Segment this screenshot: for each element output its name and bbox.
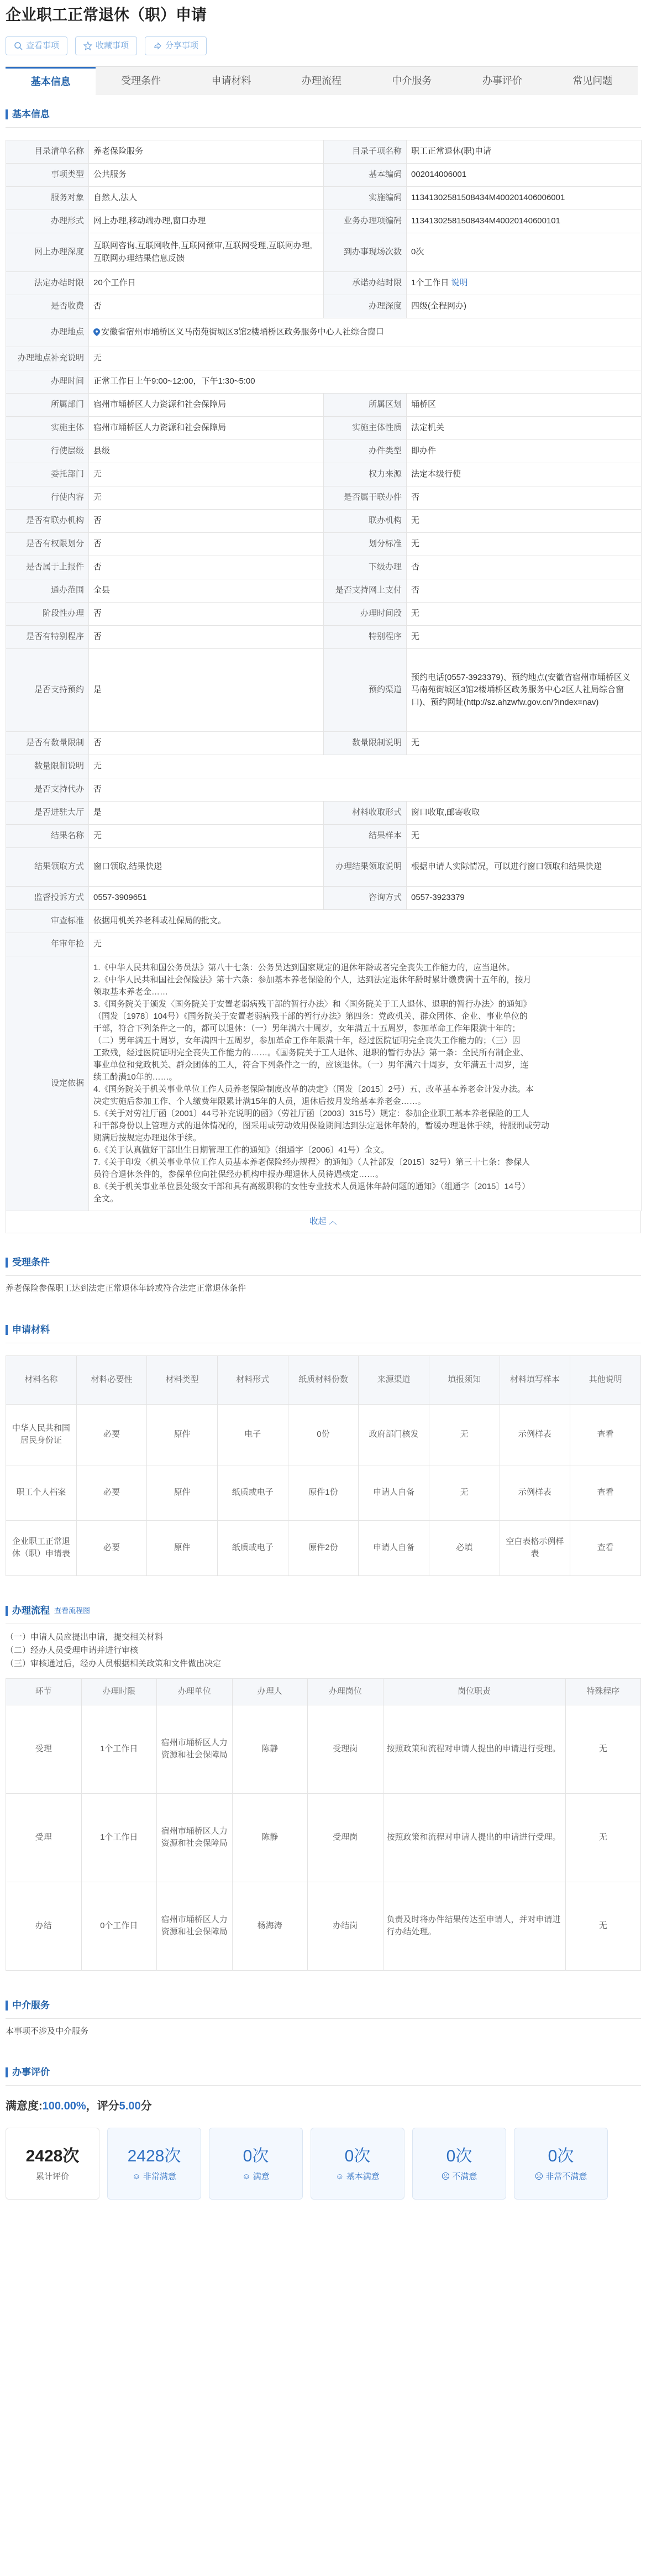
- frown-icon: ☹: [441, 2172, 453, 2182]
- material-need: 必要: [76, 1465, 147, 1520]
- flow-step-name: 办结: [6, 1882, 82, 1970]
- column-header: 材料类型: [147, 1355, 218, 1404]
- eval-label-text: 满意: [253, 2172, 270, 2182]
- eval-count: 0次: [446, 2147, 472, 2166]
- divider: [6, 2018, 641, 2019]
- flow-duty: 按照政策和流程对申请人提出的申请进行受理。: [383, 1705, 565, 1793]
- column-header: 来源渠道: [359, 1355, 429, 1404]
- smile-icon: ☺: [132, 2172, 143, 2182]
- column-header: 填报须知: [429, 1355, 500, 1404]
- eval-label: 累计评价: [35, 2172, 69, 2182]
- flow-unit: 宿州市埇桥区人力资源和社会保障局: [157, 1882, 233, 1970]
- info-value: 无: [89, 463, 324, 486]
- info-key: 实施主体性质: [324, 417, 407, 440]
- info-value: 法定机关: [407, 417, 642, 440]
- info-value: 全县: [89, 579, 324, 603]
- info-value: 0557-3909651: [89, 887, 324, 910]
- basis-line: 干部，符合下列条件之一的，都可以退休：（一）男年满六十周岁，女年满五十五周岁，参加革命工作年限满十年的；: [93, 1024, 521, 1033]
- info-key: 办理形式: [6, 210, 89, 233]
- location-pin-icon: [93, 328, 100, 336]
- material-form: 纸质或电子: [217, 1465, 288, 1520]
- eval-count: 0次: [548, 2147, 574, 2166]
- info-value: 无: [407, 732, 642, 755]
- flow-steps: [6, 1631, 662, 1671]
- info-value: 自然人,法人: [89, 187, 324, 210]
- info-key: 基本编码: [324, 164, 407, 187]
- basis-line: 1.《中华人民共和国公务员法》第八十七条：公务员达到国家规定的退休年龄或者完全丧失工作能力的，应当退休。: [93, 963, 515, 972]
- info-value: 11341302581508434M40020140600101: [407, 210, 642, 233]
- basis-line: （国发〔1978〕104号）《国务院关于安置老弱病残干部的暂行办法》第四条：党政机关、群众团体、企业、事业单位的: [93, 1012, 528, 1021]
- basis-line: 续工龄满10年的……。: [93, 1072, 177, 1082]
- material-note: 无: [429, 1404, 500, 1465]
- guide-button[interactable]: [6, 36, 67, 55]
- flow-table: [6, 1678, 641, 1971]
- eval-label: [132, 2171, 176, 2184]
- column-header: 办理岗位: [308, 1678, 383, 1705]
- basis-line: 8.《关于机关事业单位县处级女干部和具有高级职称的女性专业技术人员退休年龄问题的通知》（组通字〔2015〕14号）: [93, 1182, 530, 1191]
- info-key: 是否有权限划分: [6, 533, 89, 556]
- section-materials-title: 申请材料: [12, 1324, 50, 1335]
- eval-count: 2428次: [127, 2147, 181, 2166]
- section-agency-title: 中介服务: [12, 1999, 50, 2010]
- frown-icon: ☹: [534, 2172, 546, 2182]
- material-note: 无: [429, 1465, 500, 1520]
- material-type: 原件: [147, 1465, 218, 1520]
- column-header: 材料必要性: [76, 1355, 147, 1404]
- column-header: 办理人: [232, 1678, 308, 1705]
- info-key: 联办机构: [324, 510, 407, 533]
- basis-line: 员符合退休条件的，参保单位向社保经办机构申报办理退休人员待遇核定……。: [93, 1170, 384, 1179]
- flow-post: 办结岗: [308, 1882, 383, 1970]
- info-value: 0次: [407, 233, 642, 272]
- info-value: 是: [89, 649, 324, 732]
- info-key: 办件类型: [324, 440, 407, 463]
- info-value: 否: [89, 295, 324, 318]
- column-header: 材料名称: [6, 1355, 77, 1404]
- flow-step: （三）审核通过后，经办人员根据相关政策和文件做出决定: [6, 1658, 222, 1668]
- eval-card: [412, 2128, 506, 2200]
- sample-link[interactable]: 示例样表: [500, 1465, 570, 1520]
- info-value: [89, 318, 642, 347]
- evaluation-cards: [6, 2128, 662, 2200]
- eval-card: [311, 2128, 404, 2200]
- info-key: 是否有特别程序: [6, 626, 89, 649]
- share-icon: [153, 41, 162, 50]
- conditions-text: 养老保险参保职工达到法定正常退休年龄或符合法定正常退休条件: [6, 1284, 246, 1293]
- view-link[interactable]: 查看: [570, 1404, 641, 1465]
- flowchart-link[interactable]: 查看流程图: [54, 1606, 91, 1615]
- basic-info-table: [6, 140, 642, 1211]
- eval-label: [535, 2171, 587, 2184]
- flow-limit: 1个工作日: [81, 1793, 157, 1882]
- info-value: 否: [89, 510, 324, 533]
- eval-card: [107, 2128, 201, 2200]
- info-value: 窗口收取,邮寄收取: [407, 802, 642, 825]
- collect-button[interactable]: [75, 36, 137, 55]
- info-value: 窗口领取,结果快递: [89, 848, 324, 887]
- material-note: 必填: [429, 1520, 500, 1575]
- basis-line: 6.《关于认真做好干部出生日期管理工作的通知》（组通字〔2006〕41号）全文。: [93, 1145, 390, 1155]
- tab-bar: [6, 66, 638, 95]
- flow-post: 受理岗: [308, 1793, 383, 1882]
- info-key: 法定办结时限: [6, 272, 89, 295]
- section-conditions-heading: [6, 1255, 662, 1270]
- flow-special: 无: [565, 1793, 641, 1882]
- agency-text: 本事项不涉及中介服务: [6, 2026, 89, 2036]
- info-value: 否: [89, 603, 324, 626]
- collect-label: 收藏事项: [96, 40, 129, 50]
- info-value: 否: [89, 626, 324, 649]
- section-evaluation-heading: [6, 2065, 662, 2080]
- section-agency-heading: [6, 1998, 662, 2013]
- info-key: 数量限制说明: [6, 755, 89, 778]
- material-source: 政府部门核发: [359, 1404, 429, 1465]
- info-value: 无: [89, 347, 642, 370]
- column-header: 材料填写样本: [500, 1355, 570, 1404]
- material-type: 原件: [147, 1520, 218, 1575]
- info-value: 否: [89, 732, 324, 755]
- satisfaction-value: 100.00%: [42, 2100, 86, 2112]
- info-value: 法定本级行使: [407, 463, 642, 486]
- info-key: 到办事现场次数: [324, 233, 407, 272]
- info-key: 是否支持预约: [6, 649, 89, 732]
- info-value: 0557-3923379: [407, 887, 642, 910]
- info-key: 结果领取方式: [6, 848, 89, 887]
- divider: [6, 1275, 641, 1276]
- flow-unit: 宿州市埇桥区人力资源和社会保障局: [157, 1793, 233, 1882]
- info-key: 办理时间段: [324, 603, 407, 626]
- basis-text: [89, 956, 642, 1211]
- info-value: 无: [407, 626, 642, 649]
- info-key: 服务对象: [6, 187, 89, 210]
- info-key: 通办范围: [6, 579, 89, 603]
- flow-special: 无: [565, 1882, 641, 1970]
- info-key: 办理地点补充说明: [6, 347, 89, 370]
- column-header: 办理时限: [81, 1678, 157, 1705]
- column-header: 纸质材料份数: [288, 1355, 359, 1404]
- material-source: 申请人自备: [359, 1520, 429, 1575]
- divider: [6, 127, 641, 128]
- info-value: 宿州市埇桥区人力资源和社会保障局: [89, 417, 324, 440]
- info-value: 互联网咨询,互联网收件,互联网预审,互联网受理,互联网办理,互联网办理结果信息反馈: [89, 233, 324, 272]
- info-value: 公共服务: [89, 164, 324, 187]
- info-key: 是否有数量限制: [6, 732, 89, 755]
- eval-label-text: 非常满意: [143, 2172, 176, 2182]
- eval-card: [514, 2128, 608, 2200]
- tab-basic[interactable]: 基本信息: [6, 67, 96, 95]
- search-icon: [14, 41, 23, 50]
- info-value: 否: [407, 486, 642, 510]
- info-key: 业务办理项编码: [324, 210, 407, 233]
- column-header: 特殊程序: [565, 1678, 641, 1705]
- info-value: 是: [89, 802, 324, 825]
- flow-limit: 0个工作日: [81, 1882, 157, 1970]
- basis-line: 期满后按规定办理退休手续。: [93, 1133, 202, 1143]
- flow-unit: 宿州市埇桥区人力资源和社会保障局: [157, 1705, 233, 1793]
- info-key: 行使内容: [6, 486, 89, 510]
- info-value: 四级(全程网办): [407, 295, 642, 318]
- eval-count: 0次: [344, 2147, 371, 2166]
- info-value: 20个工作日: [89, 272, 324, 295]
- info-key: 是否进驻大厅: [6, 802, 89, 825]
- flow-step-name: 受理: [6, 1793, 82, 1882]
- action-bar: [6, 36, 662, 56]
- info-value: 无: [89, 755, 642, 778]
- material-copies: 0份: [288, 1404, 359, 1465]
- info-value: 正常工作日上午9:00~12:00，下午1:30~5:00: [89, 370, 642, 394]
- table-row: [6, 1520, 641, 1575]
- table-row: [6, 1404, 641, 1465]
- material-form: 纸质或电子: [217, 1520, 288, 1575]
- sample-link[interactable]: 空白表格示例样表: [500, 1520, 570, 1575]
- section-flow-title: 办理流程: [12, 1605, 50, 1616]
- material-copies: 原件2份: [288, 1520, 359, 1575]
- page-title: 企业职工正常退休（职）申请: [6, 6, 207, 23]
- info-key: 事项类型: [6, 164, 89, 187]
- info-key: 委托部门: [6, 463, 89, 486]
- info-key: 阶段性办理: [6, 603, 89, 626]
- section-materials-heading: [6, 1323, 662, 1337]
- info-key: 办理地点: [6, 318, 89, 347]
- info-value: 002014006001: [407, 164, 642, 187]
- info-value: 否: [89, 556, 324, 579]
- eval-count: 0次: [243, 2147, 269, 2166]
- info-value: 预约电话(0557-3923379)、预约地点(安徽省宿州市埇桥区义马南苑街城区3馆2楼埇桥区政务服务中心2区人社局综合窗口)、预约网址(http://sz.ahzwfw.gov.cn/?index=nav): [407, 649, 642, 732]
- materials-table: [6, 1355, 641, 1576]
- eval-label: [442, 2171, 477, 2184]
- material-need: 必要: [76, 1520, 147, 1575]
- info-key: 年审年检: [6, 933, 89, 956]
- basis-line: 事业单位和党政机关、群众团体的工人，符合下列条件之一的，应该退休。（一）男年满六十周岁，女年满五十周岁，连: [93, 1060, 529, 1070]
- basis-line: （二）男年满五十周岁，女年满四十五周岁，参加革命工作年限满十年，经过医院证明完全丧失工作能力的；（三）因: [93, 1036, 521, 1045]
- info-key: 实施编码: [324, 187, 407, 210]
- table-row: [6, 1793, 641, 1882]
- info-key: 结果样本: [324, 825, 407, 848]
- table-row: [6, 1882, 641, 1970]
- flow-special: 无: [565, 1705, 641, 1793]
- tab-materials[interactable]: 申请材料: [211, 75, 251, 86]
- section-basic-heading: [6, 107, 662, 122]
- flow-person: 陈静: [232, 1793, 308, 1882]
- column-header: 办理单位: [157, 1678, 233, 1705]
- basis-line: 决定实施后参加工作、个人缴费年限累计满15年的人员，退休后按月发给基本养老金……。: [93, 1097, 426, 1106]
- info-value: 11341302581508434M400201406006001: [407, 187, 642, 210]
- material-need: 必要: [76, 1404, 147, 1465]
- column-header: 材料形式: [217, 1355, 288, 1404]
- column-header: 其他说明: [570, 1355, 641, 1404]
- guide-label: 查看事项: [26, 40, 60, 50]
- satisfaction-summary: [6, 2098, 662, 2114]
- info-key: 咨询方式: [324, 887, 407, 910]
- info-key: 办理深度: [324, 295, 407, 318]
- info-key: 是否收费: [6, 295, 89, 318]
- info-value: 埇桥区: [407, 394, 642, 417]
- smile-icon: ☺: [335, 2172, 346, 2182]
- info-key: 划分标准: [324, 533, 407, 556]
- section-conditions-title: 受理条件: [12, 1257, 50, 1268]
- info-value: 根据申请人实际情况，可以进行窗口领取和结果快递: [407, 848, 642, 887]
- info-value: 无: [407, 603, 642, 626]
- info-key: 预约渠道: [324, 649, 407, 732]
- material-copies: 原件1份: [288, 1465, 359, 1520]
- basis-line: 7.《关于印发〈机关事业单位工作人员基本养老保险经办规程〉的通知》（人社部发〔2015〕32号）第三十七条：参保人: [93, 1158, 530, 1167]
- info-value: 否: [89, 778, 642, 802]
- eval-label-text: 不满意: [452, 2172, 477, 2182]
- chevron-up-icon: ︿: [328, 1217, 337, 1226]
- view-link[interactable]: 查看: [570, 1465, 641, 1520]
- table-row: [6, 1465, 641, 1520]
- eval-label-text: 非常不满意: [545, 2172, 587, 2182]
- promise-value: 1个工作日: [411, 278, 449, 288]
- satisfaction-label: 满意度:: [6, 2100, 43, 2112]
- column-header: 岗位职责: [383, 1678, 565, 1705]
- basis-line: 全文。: [93, 1194, 119, 1203]
- basis-line: 和干部身份以上管理方式的退休情况的，图采用或劳动效用保险期间达到法定退休年龄的，暂缓办理退休手续，待服刑或劳动: [93, 1121, 550, 1130]
- material-form: 电子: [217, 1404, 288, 1465]
- info-value: 无: [407, 533, 642, 556]
- eval-label: [335, 2171, 380, 2184]
- info-key: 特别程序: [324, 626, 407, 649]
- material-type: 原件: [147, 1404, 218, 1465]
- info-key: 下级办理: [324, 556, 407, 579]
- score-unit: 分: [140, 2100, 152, 2112]
- info-key: 实施主体: [6, 417, 89, 440]
- flow-person: 陈静: [232, 1705, 308, 1793]
- tab-faq[interactable]: 常见问题: [572, 75, 613, 86]
- info-key: 是否属于上报件: [6, 556, 89, 579]
- flow-person: 杨海涛: [232, 1882, 308, 1970]
- sample-link[interactable]: 示例样表: [500, 1404, 570, 1465]
- info-key: 网上办理深度: [6, 233, 89, 272]
- material-source: 申请人自备: [359, 1465, 429, 1520]
- info-key: 行使层级: [6, 440, 89, 463]
- info-key: 所属部门: [6, 394, 89, 417]
- flow-limit: 1个工作日: [81, 1705, 157, 1793]
- info-value: 无: [407, 510, 642, 533]
- info-key: 材料收取形式: [324, 802, 407, 825]
- info-key: 是否属于联办件: [324, 486, 407, 510]
- table-row: [6, 1705, 641, 1793]
- eval-label: [242, 2171, 270, 2184]
- info-value: 否: [407, 579, 642, 603]
- info-value: 无: [89, 825, 324, 848]
- info-key: 办理时间: [6, 370, 89, 394]
- eval-card-total: [6, 2128, 99, 2200]
- section-flow-heading: [6, 1604, 662, 1618]
- basis-line: 工致残，经过医院证明完全丧失工作能力的……。《国务院关于工人退休、退职的暂行办法》第一条：全民所有制企业、: [93, 1048, 529, 1057]
- info-value: 无: [89, 486, 324, 510]
- collapse-label: 收起: [309, 1217, 327, 1226]
- info-value: 依据用机关养老科或社保局的批文。: [89, 910, 642, 933]
- info-key: 目录子项名称: [324, 140, 407, 164]
- section-basic-title: 基本信息: [12, 109, 50, 120]
- info-key: 所属区划: [324, 394, 407, 417]
- info-key: 承诺办结时限: [324, 272, 407, 295]
- tab-agency[interactable]: 中介服务: [392, 75, 432, 86]
- material-name: 职工个人档案: [6, 1465, 77, 1520]
- basis-line: 3.《国务院关于颁发〈国务院关于安置老弱病残干部的暂行办法〉和〈国务院关于工人退休、退职的暂行办法〉的通知》: [93, 999, 532, 1009]
- info-key: 设定依据: [6, 956, 89, 1211]
- info-value: 否: [407, 556, 642, 579]
- info-value: 宿州市埇桥区人力资源和社会保障局: [89, 394, 324, 417]
- view-link[interactable]: 查看: [570, 1520, 641, 1575]
- basis-line: 4.《国务院关于机关事业单位工作人员养老保险制度改革的决定》（国发〔2015〕2号）五、改革基本养老金计发办法。本: [93, 1085, 534, 1094]
- flow-step: （二）经办人员受理申请并进行审核: [6, 1645, 139, 1655]
- column-header: 环节: [6, 1678, 82, 1705]
- basis-line: 5.《关于对劳社厅函〔2001〕44号补充说明的函》（劳社厅函〔2003〕315号）规定：参加企业职工基本养老保险的工人: [93, 1109, 529, 1118]
- info-key: 数量限制说明: [324, 732, 407, 755]
- info-key: 是否支持代办: [6, 778, 89, 802]
- smile-icon: ☺: [242, 2172, 253, 2182]
- info-value: 县级: [89, 440, 324, 463]
- place-value: 安徽省宿州市埇桥区义马南苑街城区3馆2楼埇桥区政务服务中心人社综合窗口: [101, 327, 384, 337]
- flow-step-name: 受理: [6, 1705, 82, 1793]
- info-value: 无: [89, 933, 642, 956]
- info-value: 养老保险服务: [89, 140, 324, 164]
- flow-duty: 负责及时将办件结果传达至申请人，并对申请进行办结处理。: [383, 1882, 565, 1970]
- eval-count: 2428次: [25, 2147, 80, 2166]
- eval-label-text: 基本满意: [346, 2172, 380, 2182]
- divider: [6, 2085, 641, 2086]
- info-key: 目录清单名称: [6, 140, 89, 164]
- tab-flow[interactable]: 办理流程: [301, 75, 341, 86]
- info-key: 结果名称: [6, 825, 89, 848]
- info-value: 即办件: [407, 440, 642, 463]
- share-label: 分享事项: [165, 40, 199, 50]
- tab-evaluation[interactable]: 办事评价: [482, 75, 522, 86]
- info-key: 办理结果领取说明: [324, 848, 407, 887]
- flow-duty: 按照政策和流程对申请人提出的申请进行受理。: [383, 1793, 565, 1882]
- info-value: [407, 272, 642, 295]
- promise-note-link[interactable]: 说明: [451, 278, 468, 288]
- star-icon: [83, 41, 92, 50]
- info-value: 无: [407, 825, 642, 848]
- material-name: 中华人民共和国居民身份证: [6, 1404, 77, 1465]
- info-key: 权力来源: [324, 463, 407, 486]
- basis-line: 2.《中华人民共和国社会保险法》第十六条：参加基本养老保险的个人，达到法定退休年龄时累计缴费满十五年的，按月: [93, 975, 532, 985]
- collapse-toggle[interactable]: [6, 1211, 641, 1233]
- info-key: 是否有联办机构: [6, 510, 89, 533]
- score-value: 5.00: [119, 2100, 141, 2112]
- info-value: 网上办理,移动端办理,窗口办理: [89, 210, 324, 233]
- material-name: 企业职工正常退休（职）申请表: [6, 1520, 77, 1575]
- share-button[interactable]: [145, 36, 207, 55]
- info-value: 否: [89, 533, 324, 556]
- info-value: 职工正常退休(职)申请: [407, 140, 642, 164]
- info-key: 是否支持网上支付: [324, 579, 407, 603]
- info-key: 审查标准: [6, 910, 89, 933]
- flow-step: （一）申请人员应提出申请，提交相关材料: [6, 1632, 164, 1642]
- score-label: ，评分: [86, 2100, 119, 2112]
- info-key: 监督投诉方式: [6, 887, 89, 910]
- section-evaluation-title: 办事评价: [12, 2067, 50, 2078]
- tab-conditions[interactable]: 受理条件: [121, 75, 161, 86]
- eval-card: [209, 2128, 303, 2200]
- basis-line: 领取基本养老金……: [93, 987, 169, 997]
- flow-post: 受理岗: [308, 1705, 383, 1793]
